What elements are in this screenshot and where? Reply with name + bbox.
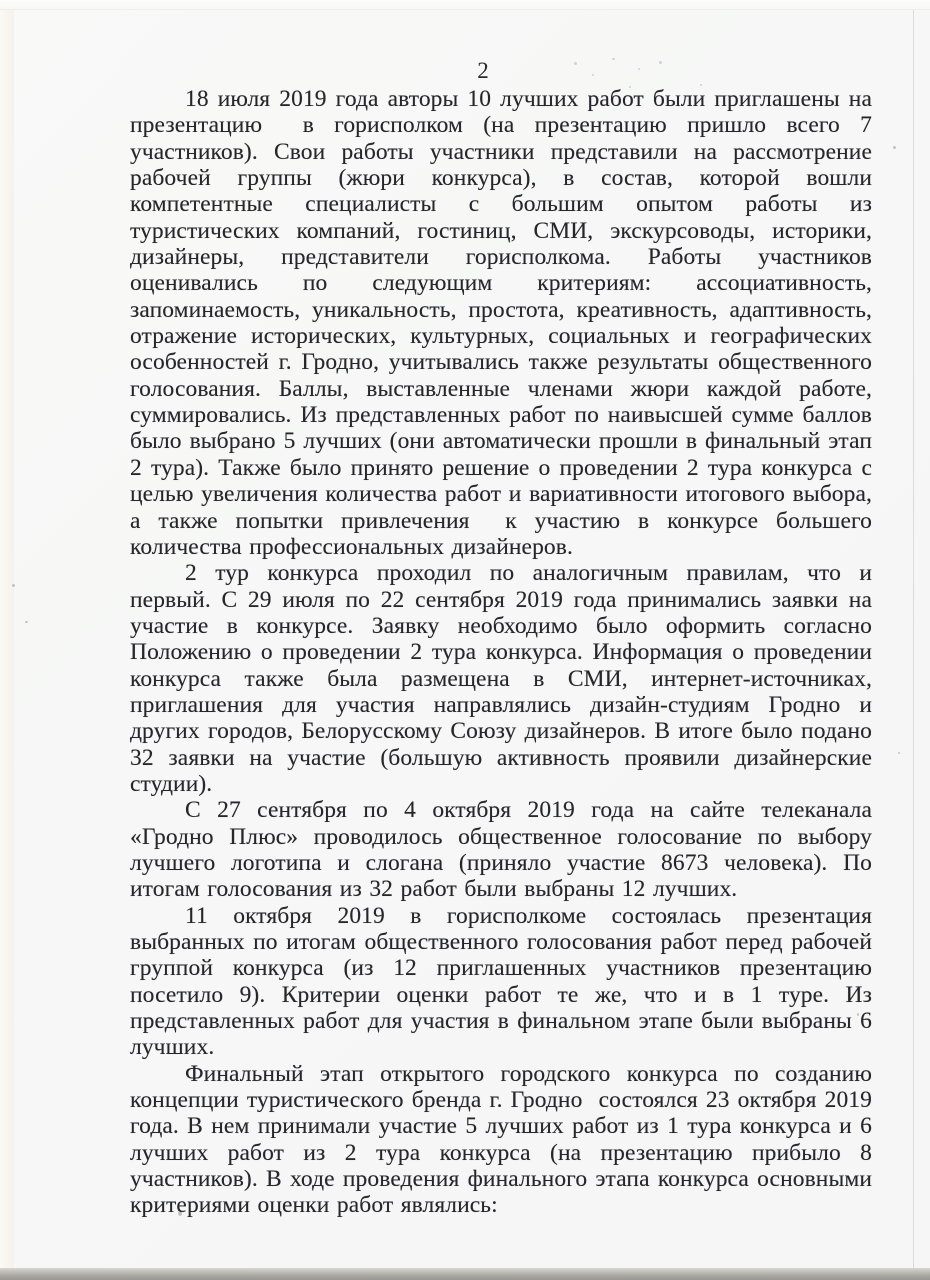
scan-edge-right-line — [913, 10, 914, 1268]
speck — [12, 584, 15, 587]
scan-edge-bottom — [0, 1268, 930, 1280]
speck — [25, 621, 28, 623]
scan-edge-left — [0, 0, 14, 1280]
paragraph-public-voting: С 27 сентября по 4 октября 2019 года на сайте телеканала «Гродно Плюс» проводилось общественное голосование по выбору лучшего логотипа и слогана (приняло участие 8673 человека). По итогам голосования из 32 работ были выбраны 12 лучших. — [130, 797, 872, 903]
scan-edge-top — [0, 0, 930, 10]
paragraph-final-stage: Финальный этап открытого городского конкурса по созданию концепции туристического бренда г. Гродно состоялся 23 октября 2019 года. В нем принимали участие 5 лучших работ из 1 тура конкурса и 6 лучших работ из 2 тура конкурса (на презентацию прибыло 8 участников). В ходе проведения финального этапа конкурса основными критериями оценки работ являлись: — [130, 1060, 872, 1219]
paragraph-october-presentation: 11 октября 2019 в горисполкоме состоялась презентация выбранных по итогам общественного голосования работ перед рабочей группой конкурса (из 12 приглашенных участников презентацию посетило 9). Критерии оценки работ те же, что и в 1 туре. Из представленных работ для участия в финальном этапе были выбраны 6 лучших. — [130, 902, 872, 1061]
speck — [893, 146, 896, 149]
page-number: 2 — [477, 58, 489, 83]
paragraph-first-round-presentation: 18 июля 2019 года авторы 10 лучших работ были приглашены на презентацию в горисполком (на презентацию пришло всего 7 участников). Свои работы участники представили на рассмотрение рабочей группы (жюри конкурса), в состав, которой вошли компетентные специалисты с большим опытом работы из туристических компаний, гостиниц, СМИ, экскурсоводы, историки, дизайнеры, представители горисполкома. Работы участников оценивались по следующим критериям: ассоциативность, запоминаемость, уникальность, простота, креативность, адаптивность, отражение исторических, культурных, социальных и географических особенностей г. Гродно, учитывались также результаты общественного голосования. Баллы, выставленные членами жюри каждой работе, суммировались. Из представленных работ по наивысшей сумме баллов было выбрано 5 лучших (они автоматически прошли в финальный этап 2 тура). Также было принято решение о проведении 2 тура конкурса с целью увеличения количества работ и вариативности итогового выбора, а также попытки привлечения к участию в конкурсе большего количества профессиональных дизайнеров. — [130, 86, 872, 560]
document-body — [130, 86, 872, 1219]
paragraph-second-round: 2 тур конкурса проходил по аналогичным правилам, что и первый. С 29 июля по 22 сентября 2019 года принимались заявки на участие в конкурсе. Заявку необходимо было оформить согласно Положению о проведении 2 тура конкурса. Информация о проведении конкурса также была размещена в СМИ, интернет-источниках, приглашения для участия направлялись дизайн-студиям Гродно и других городов, Белорусскому Союзу дизайнеров. В итоге было подано 32 заявки на участие (большую активность проявили дизайнерские студии). — [130, 560, 872, 797]
speck — [898, 752, 900, 754]
